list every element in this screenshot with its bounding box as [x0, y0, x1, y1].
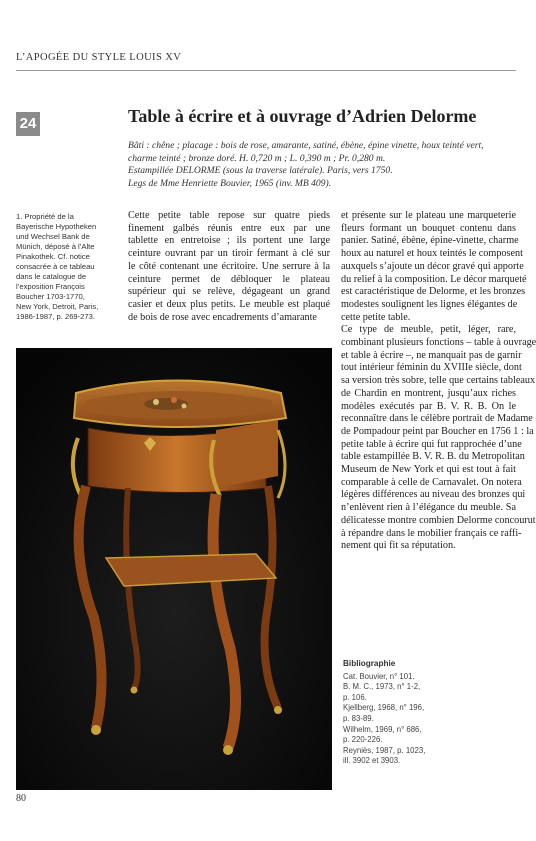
footnote-line: New York, Detroit, Paris, [16, 302, 99, 311]
body-line: de Chardin en montrent, jusqu’aux riches [341, 387, 516, 399]
body-line: cette petite table. [341, 311, 411, 323]
bibliography-entry: p. 220-226. [343, 735, 383, 745]
bibliography-list [343, 672, 513, 767]
body-line: et présente sur le plateau une marqueterie [341, 210, 516, 221]
body-line: de bois de rose avec encadrements d’amarante [128, 311, 317, 323]
body-line: est caractéristique de Delorme, et les bronzes [341, 286, 526, 298]
body-line: n’enlèvent rien à l’élégance du meuble. Sa [341, 502, 516, 514]
bibliography-entry: Cat. Bouvier, n° 101. [343, 671, 415, 681]
body-line: modestes soulignent les lignes élégantes de [341, 298, 518, 310]
footnote [16, 212, 116, 322]
body-line: de Pompadour peint par Boucher en 1756 1 : la [341, 425, 534, 437]
body-line: du relief à la composition. Le décor marqueté [341, 273, 527, 285]
bibliography-heading: Bibliographie [343, 659, 396, 668]
body-line: le côté contenant une écritoire. Une serrure à la [128, 260, 330, 272]
body-line: et table à écrire –, ne manquait pas de garnir [341, 349, 522, 361]
bibliography-entry: Wilhelm, 1969, n° 686, [343, 724, 422, 734]
bibliography-entry: Kjellberg, 1968, n° 196, [343, 703, 425, 713]
footnote-line: Münich, déposé à l’Alte [16, 242, 95, 251]
body-line: ceinture permet de débloquer le plateau [128, 273, 330, 285]
description-line: charme teinté ; bronze doré. H. 0,720 m ; L. 0,390 m ; Pr. 0,280 m. [128, 152, 386, 164]
body-line: houx au naturel et houx teintés le composent [341, 248, 523, 260]
furniture-photograph [16, 348, 332, 790]
body-line: comparable à celle de Carnavalet. On notera [341, 476, 522, 488]
footnote-line: dans le catalogue de [16, 272, 87, 281]
description-line: Bâti : chêne ; placage : bois de rose, amarante, satiné, ébène, épine vinette, houx teinté vert, [128, 140, 484, 151]
body-line: fleurs formant un bouquet contenu dans [341, 222, 516, 234]
body-line: modèles exécutés par B. V. R. B. On le [341, 400, 516, 412]
body-line: auxquels s’ajoute un décor gravé qui apporte [341, 260, 524, 272]
body-text-right-column [341, 210, 536, 553]
bibliography-entry: Reyniès, 1987, p. 1023, [343, 745, 426, 755]
footnote-line: Boucher 1703-1770, [16, 292, 85, 301]
body-line: reconnaître dans le célèbre portrait de Madame [341, 413, 533, 425]
body-line: finement galbés réunis entre eux par une [128, 222, 330, 234]
body-line: ceinture ouvrant par un tiroir fermant à clé sur [128, 248, 330, 260]
body-line: nement qui fit sa réputation. [341, 540, 456, 552]
bibliography-entry: p. 106. [343, 692, 367, 702]
body-line: Cette petite table repose sur quatre pieds [128, 210, 330, 221]
body-line: Museum de New York et qui est tout à fait [341, 464, 516, 476]
body-line: légères différences au niveau des bronzes qui [341, 489, 526, 501]
body-line: tout intérieur féminin du XVIIIe siècle, dont [341, 362, 522, 374]
body-line: casier et deux plus petits. Le meuble est plaqué [128, 298, 330, 310]
body-line: à répandre dans le mobilier français ce raffi- [341, 527, 522, 539]
bibliography-entry: ill. 3902 et 3903. [343, 756, 401, 766]
running-head: L’APOGÉE DU STYLE LOUIS XV [16, 52, 182, 63]
writing-table-image [16, 348, 332, 790]
catalogue-number-badge: 24 [16, 112, 40, 136]
footnote-line: 1986-1987, p. 269-273. [16, 312, 95, 321]
body-line: délicatesse montre combien Delorme concourut [341, 514, 536, 526]
footnote-line: consacrée à ce tableau [16, 262, 95, 271]
body-line: panier. Satiné, ébène, épine-vinette, charme [341, 235, 519, 247]
footnote-line: Pinakothek. Cf. notice [16, 252, 90, 261]
bibliography [343, 659, 513, 767]
footnote-line: Bayerische Hypotheken [16, 222, 97, 231]
body-line: supérieur qui se relève, dégageant un grand [128, 286, 330, 298]
body-line: petite table à écrire qui fut rapprochée d’une [341, 438, 522, 450]
header-rule [16, 70, 516, 71]
bibliography-entry: p. 83-89. [343, 713, 374, 723]
body-line: combinant plusieurs fonctions – table à ouvrage [341, 337, 536, 349]
footnote-line: l’exposition François [16, 282, 85, 291]
footnote-line: 1. Propriété de la [16, 212, 74, 221]
body-text-middle-column [128, 210, 330, 324]
page-number: 80 [16, 793, 26, 804]
footnote-line: und Wechsel Bank de [16, 232, 90, 241]
description-line: Legs de Mme Henriette Bouvier, 1965 (inv. MB 409). [128, 177, 332, 189]
body-line: sa version très sobre, telle que certains tableaux [341, 375, 536, 387]
body-line: table estampillée B. V. R. B. du Metropolitan [341, 451, 525, 463]
body-line: Ce type de meuble, petit, léger, rare, [341, 324, 516, 336]
entry-description [128, 140, 516, 190]
bibliography-entry: B. M. C., 1973, n° 1-2, [343, 682, 421, 692]
body-line: tablette en entretoise ; ils portent une large [128, 235, 330, 247]
entry-title: Table à écrire et à ouvrage d’Adrien Delorme [128, 106, 477, 126]
description-line: Estampillée DELORME (sous la traverse latérale). Paris, vers 1750. [128, 165, 393, 177]
